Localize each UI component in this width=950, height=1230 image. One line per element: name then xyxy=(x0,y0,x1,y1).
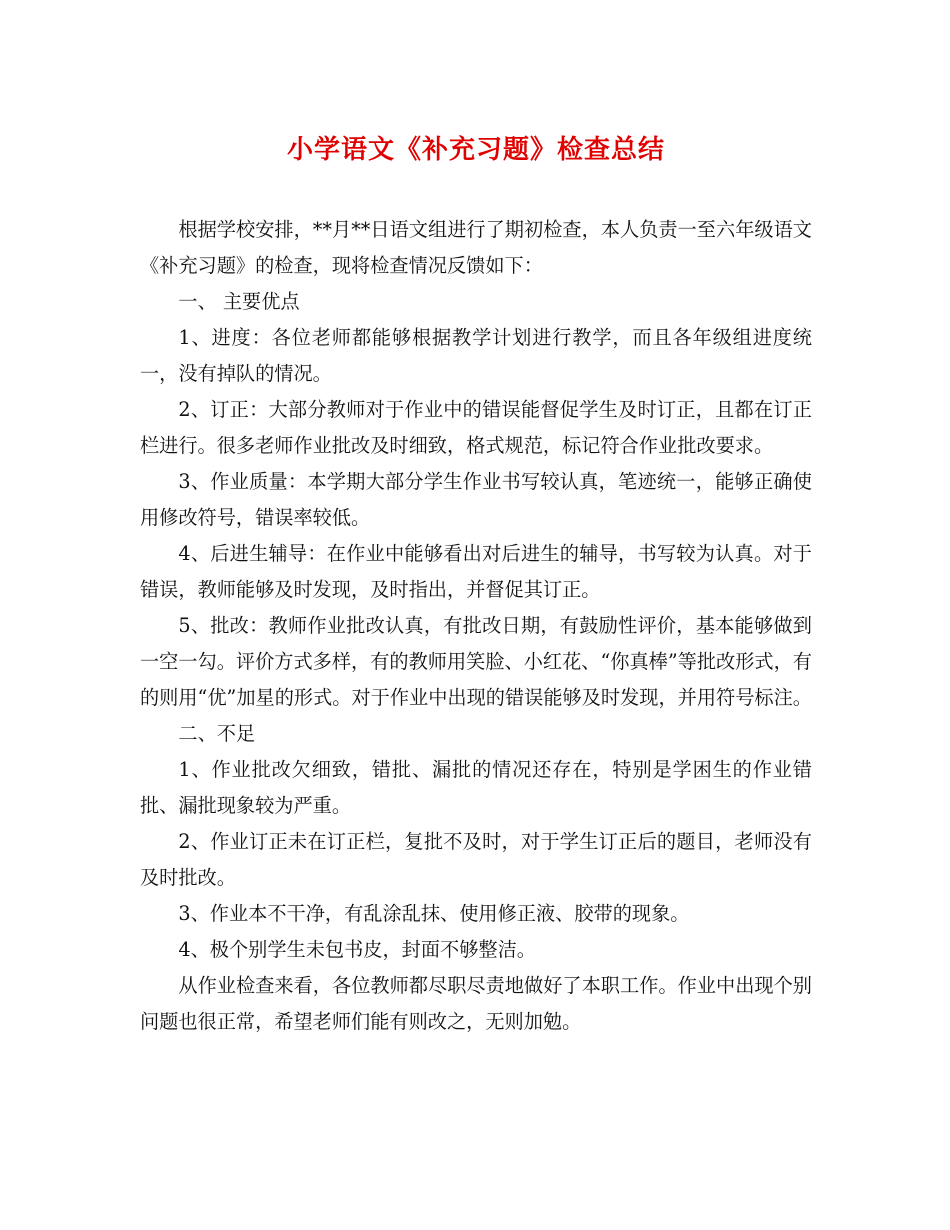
shortcoming-item-marking: 1、作业批改欠细致，错批、漏批的情况还存在，特别是学困生的作业错批、漏批现象较为严重。 xyxy=(140,758,812,817)
strength-item-progress: 1、进度：各位老师都能够根据教学计划进行教学，而且各年级组进度统一，没有掉队的情况。 xyxy=(140,326,812,385)
document-body xyxy=(140,212,812,1040)
shortcoming-item-cleanliness: 3、作业本不干净，有乱涂乱抹、使用修正液、胶带的现象。 xyxy=(178,902,690,925)
document-title: 小学语文《补充习题》检查总结 xyxy=(286,135,665,165)
strength-item-marking: 5、批改：教师作业批改认真，有批改日期，有鼓励性评价，基本能够做到一空一勾。评价方式多样，有的教师用笑脸、小红花、“你真棒”等批改形式，有的则用“优”加星的形式。对于作业中出现的错误能够及时发现，并用符号标注。 xyxy=(140,614,812,709)
conclusion-paragraph: 从作业检查来看，各位教师都尽职尽责地做好了本职工作。作业中出现个别问题也很正常，希望老师们能有则改之，无则加勉。 xyxy=(140,974,812,1033)
section-heading-shortcomings: 二、不足 xyxy=(178,722,256,745)
intro-paragraph: 根据学校安排，**月**日语文组进行了期初检查，本人负责一至六年级语文《补充习题》的检查，现将检查情况反馈如下： xyxy=(140,218,812,277)
strength-item-quality: 3、作业质量：本学期大部分学生作业书写较认真，笔迹统一，能够正确使用修改符号，错误率较低。 xyxy=(140,470,812,529)
strength-item-correction: 2、订正：大部分教师对于作业中的错误能督促学生及时订正，且都在订正栏进行。很多老师作业批改及时细致，格式规范，标记符合作业批改要求。 xyxy=(140,398,812,457)
document-page xyxy=(140,128,812,1040)
strength-item-tutoring: 4、后进生辅导：在作业中能够看出对后进生的辅导，书写较为认真。对于错误，教师能够及时发现，及时指出，并督促其订正。 xyxy=(140,542,812,601)
shortcoming-item-correction: 2、作业订正未在订正栏，复批不及时，对于学生订正后的题目，老师没有及时批改。 xyxy=(140,830,812,889)
section-heading-strengths: 一、 主要优点 xyxy=(178,290,300,313)
shortcoming-item-covers: 4、极个别学生未包书皮，封面不够整洁。 xyxy=(178,938,536,961)
